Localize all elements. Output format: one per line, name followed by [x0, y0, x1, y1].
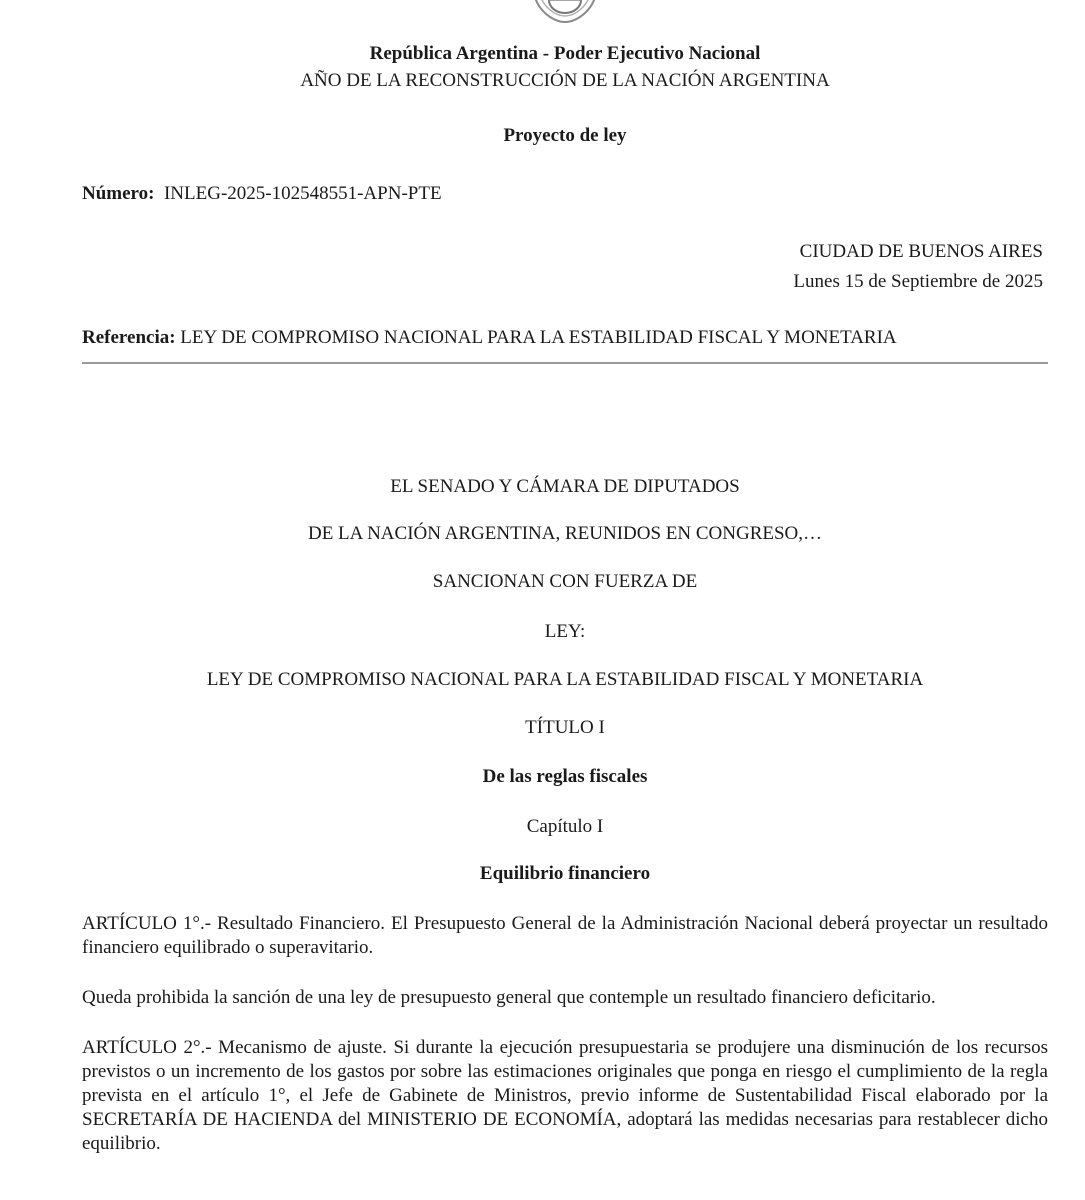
title-name: De las reglas fiscales: [482, 766, 648, 787]
national-coat-of-arms-icon: [525, 0, 605, 26]
referencia-value: LEY DE COMPROMISO NACIONAL PARA LA ESTABILIDAD FISCAL Y MONETARIA: [180, 327, 897, 348]
preamble-line-3: SANCIONAN CON FUERZA DE: [432, 571, 698, 592]
document-type: Proyecto de ley: [503, 125, 627, 146]
header-republic: República Argentina - Poder Ejecutivo Nacional: [369, 43, 761, 64]
document-date: Lunes 15 de Septiembre de 2025: [793, 271, 1043, 292]
document-number: [82, 182, 442, 206]
referencia-label: Referencia:: [82, 327, 176, 348]
law-title: LEY DE COMPROMISO NACIONAL PARA LA ESTABILIDAD FISCAL Y MONETARIA: [206, 669, 924, 690]
preamble-line-1: EL SENADO Y CÁMARA DE DIPUTADOS: [390, 476, 740, 497]
numero-label: Número:: [82, 183, 155, 204]
title-heading: TÍTULO I: [525, 717, 605, 738]
article-1-paragraph-2: Queda prohibida la sanción de una ley de presupuesto general que contemple un resultado financiero deficitario.: [82, 987, 936, 1008]
chapter-name: Equilibrio financiero: [479, 863, 651, 884]
header-year-motto: AÑO DE LA RECONSTRUCCIÓN DE LA NACIÓN ARGENTINA: [300, 70, 830, 91]
document-reference: [82, 326, 897, 350]
preamble-line-2: DE LA NACIÓN ARGENTINA, REUNIDOS EN CONGRESO,…: [307, 523, 823, 544]
document-city: CIUDAD DE BUENOS AIRES: [799, 241, 1043, 262]
chapter-heading: Capítulo I: [526, 816, 604, 837]
article-2: ARTÍCULO 2°.- Mecanismo de ajuste. Si durante la ejecución presupuestaria se produjere una disminución de los recursos previstos o un incremento de los gastos por sobre las estimaciones originales que ponga en riesgo el cumplimiento de la regla prevista en el artículo 1°, el Jefe de Gabinete de Ministros, previo informe de Sustentabilidad Fiscal elaborado por la SECRETARÍA DE HACIENDA del MINISTERIO DE ECONOMÍA, adoptará las medidas necesarias para restablecer dicho equilibrio.: [82, 1037, 1048, 1154]
header-divider: [82, 362, 1048, 364]
preamble-line-4: LEY:: [544, 621, 586, 642]
numero-value: INLEG-2025-102548551-APN-PTE: [163, 183, 442, 204]
article-1: ARTÍCULO 1°.- Resultado Financiero. El Presupuesto General de la Administración Nacional deberá proyectar un resultado financiero equilibrado o superavitario.: [82, 913, 1048, 958]
